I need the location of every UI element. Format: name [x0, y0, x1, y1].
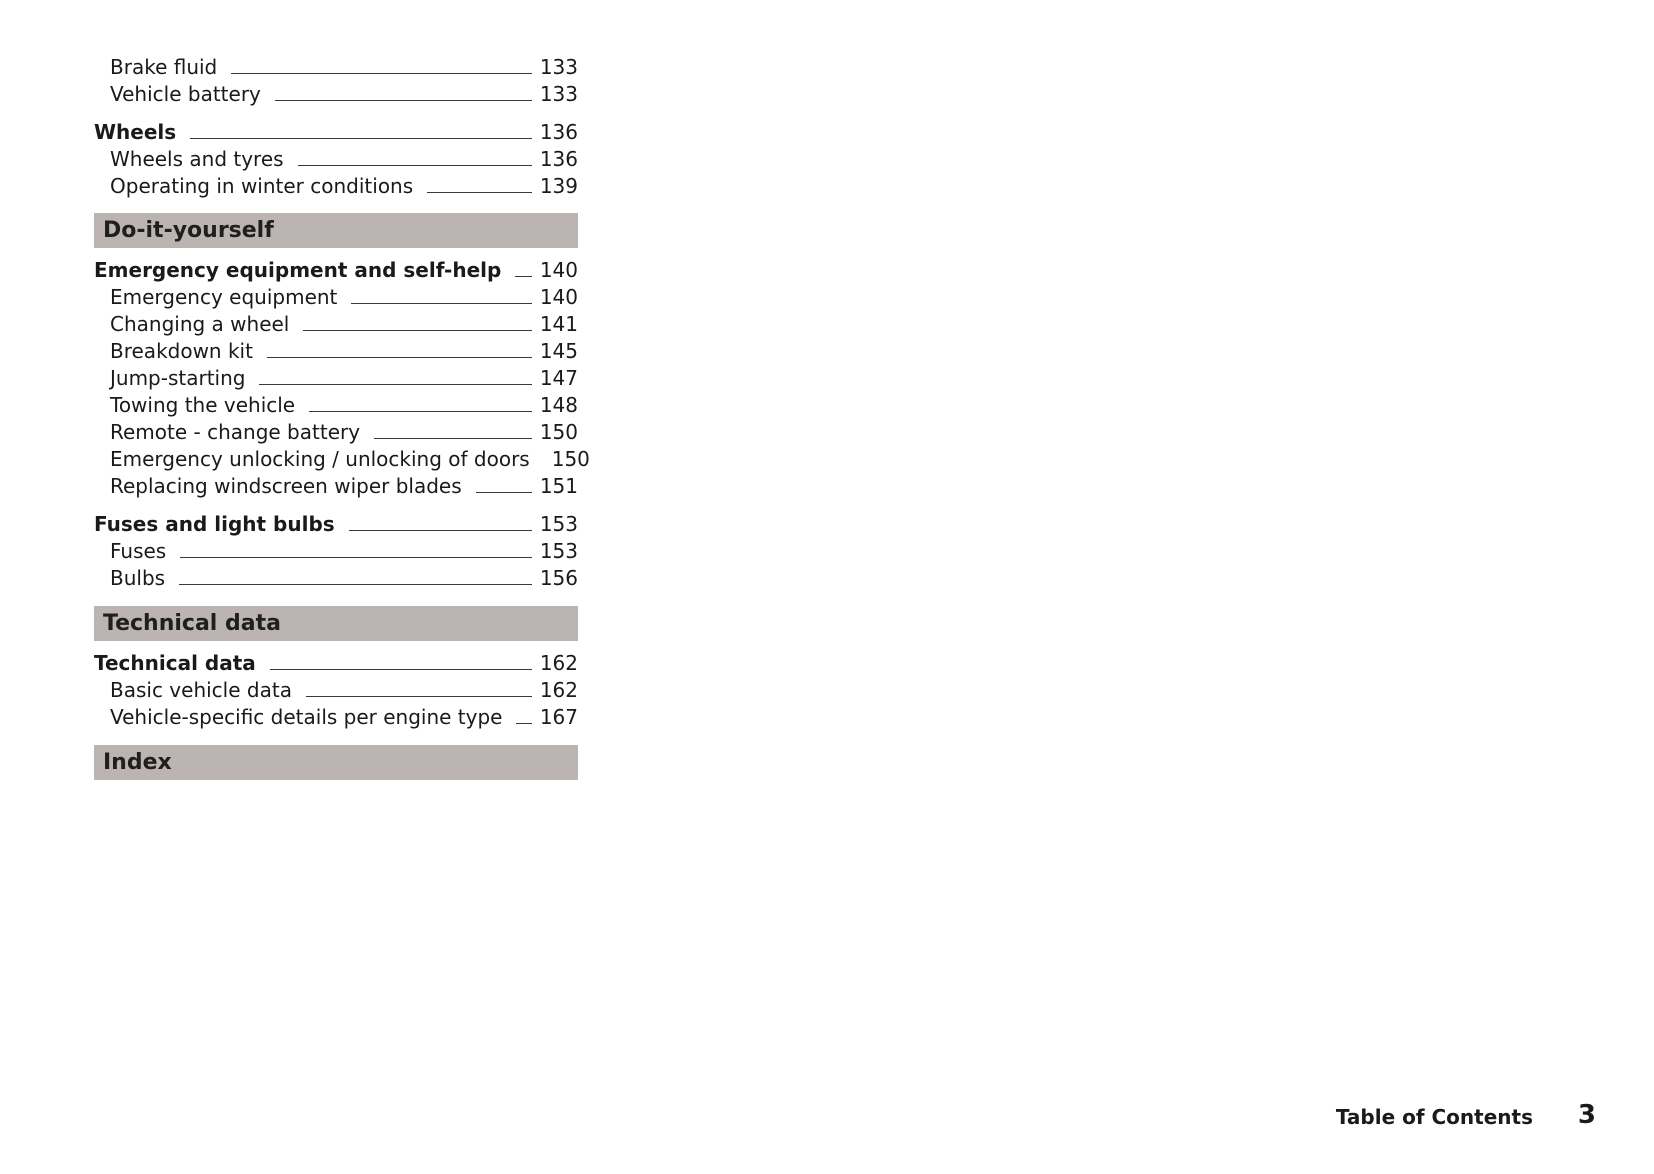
leader-line: [515, 276, 531, 277]
toc-entry-title: Changing a wheel: [110, 312, 290, 336]
toc-entry-changing-a-wheel[interactable]: [94, 311, 578, 338]
toc-entry-breakdown-kit[interactable]: [94, 338, 578, 365]
toc-entry-page: 133: [539, 82, 578, 106]
leader-line: [267, 357, 532, 358]
toc-chapter-page: 136: [539, 120, 578, 144]
toc-entry-emergency-equipment[interactable]: [94, 284, 578, 311]
toc-entry-wheels-and-tyres[interactable]: [94, 146, 578, 173]
toc-entry-page: 147: [539, 366, 578, 390]
toc-chapter-wheels[interactable]: [94, 119, 578, 146]
toc-entry-title: Bulbs: [110, 566, 166, 590]
leader-line: [427, 192, 532, 193]
toc-chapter-page: 140: [539, 258, 578, 282]
leader-line: [179, 584, 532, 585]
toc-entry-title: Brake fluid: [110, 55, 218, 79]
toc-chapter-title: Fuses and light bulbs: [94, 512, 335, 536]
toc-entry-winter-conditions[interactable]: [94, 173, 578, 200]
table-of-contents: [94, 54, 590, 780]
toc-chapter-title: Wheels: [94, 120, 177, 144]
toc-entry-page: 156: [539, 566, 578, 590]
toc-entry-title: Vehicle battery: [110, 82, 261, 106]
leader-line: [476, 492, 532, 493]
leader-line: [374, 438, 532, 439]
toc-chapter-page: 162: [539, 651, 578, 675]
part-heading-technical-data[interactable]: Technical data: [94, 606, 578, 641]
toc-entry-title: Jump-starting: [110, 366, 246, 390]
toc-entry-title: Emergency unlocking / unlocking of doors: [110, 447, 530, 471]
toc-chapter-fuses-and-bulbs[interactable]: [94, 511, 578, 538]
toc-entry-page: 133: [539, 55, 578, 79]
toc-entry-title: Remote - change battery: [110, 420, 361, 444]
leader-line: [309, 411, 532, 412]
toc-entry-page: 145: [539, 339, 578, 363]
toc-entry-page: 136: [539, 147, 578, 171]
leader-line: [190, 138, 532, 139]
toc-chapter-emergency[interactable]: [94, 257, 578, 284]
toc-entry-page: 153: [539, 539, 578, 563]
toc-entry-title: Breakdown kit: [110, 339, 253, 363]
leader-line: [516, 723, 531, 724]
leader-line: [259, 384, 531, 385]
leader-line: [180, 557, 532, 558]
toc-entry-bulbs[interactable]: [94, 565, 578, 592]
toc-entry-page: 162: [539, 678, 578, 702]
toc-entry-page: 151: [539, 474, 578, 498]
toc-entry-title: Towing the vehicle: [110, 393, 296, 417]
leader-line: [303, 330, 531, 331]
leader-line: [349, 530, 532, 531]
toc-entry-page: 150: [551, 447, 590, 471]
footer-page-number: 3: [1577, 1100, 1596, 1130]
toc-entry-title: Fuses: [110, 539, 167, 563]
leader-line: [275, 100, 532, 101]
toc-chapter-page: 153: [539, 512, 578, 536]
toc-chapter-title: Emergency equipment and self-help: [94, 258, 502, 282]
toc-entry-wiper-blades[interactable]: [94, 473, 578, 500]
toc-entry-title: Basic vehicle data: [110, 678, 292, 702]
toc-entry-page: 140: [539, 285, 578, 309]
toc-entry-page: 141: [539, 312, 578, 336]
toc-entry-fuses[interactable]: [94, 538, 578, 565]
toc-entry-towing[interactable]: [94, 392, 578, 419]
toc-chapter-title: Technical data: [94, 651, 256, 675]
toc-entry-page: 139: [539, 174, 578, 198]
toc-entry-page: 150: [539, 420, 578, 444]
leader-line: [270, 669, 532, 670]
toc-entry-title: Vehicle-specific details per engine type: [110, 705, 503, 729]
toc-entry-jump-starting[interactable]: [94, 365, 578, 392]
leader-line: [306, 696, 532, 697]
toc-entry-vehicle-battery[interactable]: [94, 81, 578, 108]
footer-section-title: Table of Contents: [1335, 1105, 1533, 1129]
toc-entry-basic-vehicle-data[interactable]: [94, 677, 578, 704]
toc-entry-title: Operating in winter conditions: [110, 174, 414, 198]
leader-line: [351, 303, 531, 304]
part-heading-index[interactable]: Index: [94, 745, 578, 780]
toc-entry-title: Emergency equipment: [110, 285, 338, 309]
toc-entry-page: 167: [539, 705, 578, 729]
toc-entry-engine-type-details[interactable]: [94, 704, 578, 731]
part-heading-do-it-yourself[interactable]: Do-it-yourself: [94, 213, 578, 248]
toc-entry-title: Replacing windscreen wiper blades: [110, 474, 462, 498]
leader-line: [231, 73, 532, 74]
toc-entry-emergency-unlocking[interactable]: [94, 446, 590, 473]
toc-entry-remote-battery[interactable]: [94, 419, 578, 446]
page-footer: [0, 1098, 1654, 1138]
toc-entry-page: 148: [539, 393, 578, 417]
toc-chapter-technical-data[interactable]: [94, 650, 578, 677]
toc-entry-brake-fluid[interactable]: [94, 54, 578, 81]
leader-line: [298, 165, 532, 166]
toc-entry-title: Wheels and tyres: [110, 147, 284, 171]
